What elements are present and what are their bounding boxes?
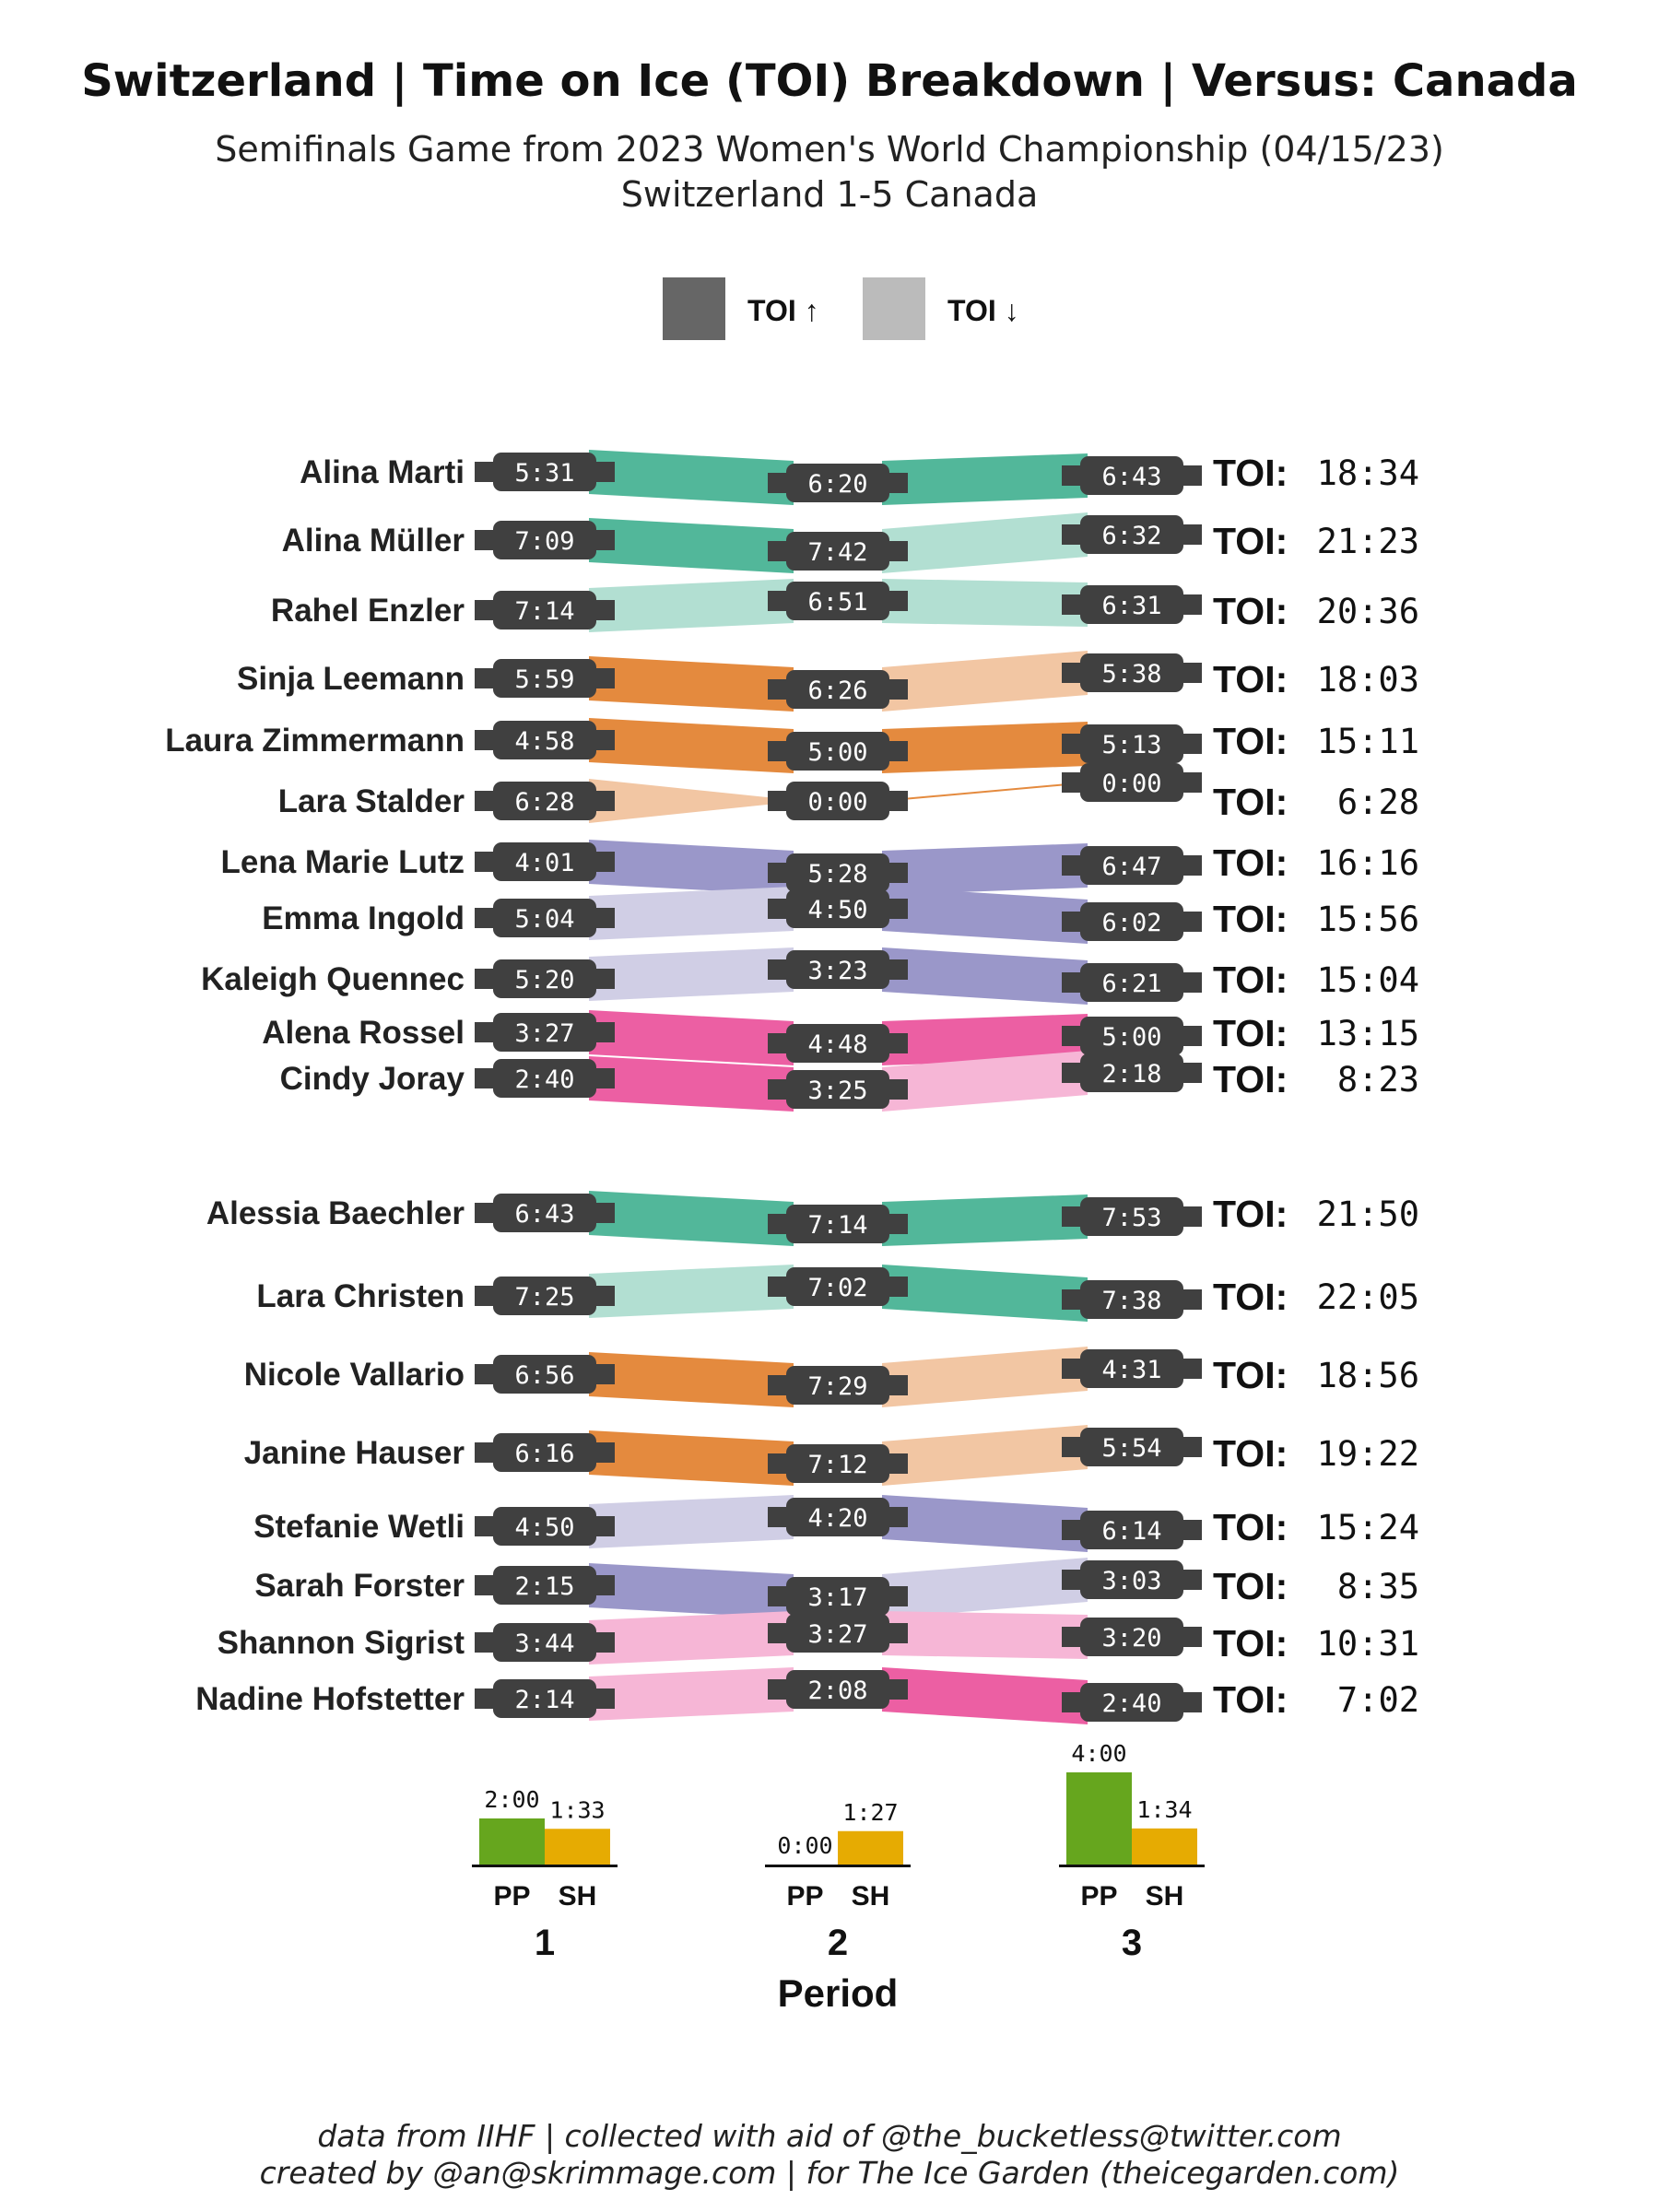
band-kaleigh-quennec-p2-p3 bbox=[882, 947, 1088, 1005]
period-toi-value: 4:58 bbox=[514, 727, 575, 756]
period-pill-lara-christen-p1 bbox=[475, 1277, 615, 1315]
player-name: Lara Stalder bbox=[277, 783, 465, 819]
player-name: Lena Marie Lutz bbox=[220, 844, 465, 880]
period-pill-sarah-forster-p1 bbox=[475, 1566, 615, 1605]
pp-label: PP bbox=[1080, 1881, 1118, 1912]
legend-label-down: TOI ↓ bbox=[947, 294, 1019, 327]
period-toi-value: 5:00 bbox=[1101, 1023, 1162, 1052]
period-pill-alena-rossel-p2 bbox=[768, 1024, 908, 1063]
period-toi-value: 3:25 bbox=[807, 1077, 868, 1105]
player-name: Nicole Vallario bbox=[243, 1357, 465, 1393]
toi-total-value: 21:23 bbox=[1316, 522, 1419, 561]
period-toi-value: 6:20 bbox=[807, 470, 868, 499]
period-toi-value: 7:09 bbox=[514, 527, 575, 556]
period-toi-value: 5:28 bbox=[807, 860, 868, 888]
period-pill-emma-ingold-p1 bbox=[475, 899, 615, 937]
period-toi-value: 7:12 bbox=[807, 1451, 868, 1479]
band-alessia-baechler-p1-p2 bbox=[589, 1191, 794, 1246]
period-toi-value: 7:29 bbox=[807, 1372, 868, 1401]
band-lara-christen-p1-p2 bbox=[589, 1265, 794, 1318]
period-number: 1 bbox=[534, 1923, 556, 1963]
period-toi-value: 5:59 bbox=[514, 665, 575, 694]
period-pill-sinja-leemann-p1 bbox=[475, 659, 615, 698]
band-stefanie-wetli-p1-p2 bbox=[589, 1495, 794, 1548]
period-toi-value: 7:02 bbox=[807, 1274, 868, 1302]
toi-label: TOI: bbox=[1213, 1193, 1288, 1235]
legend-swatch-up bbox=[663, 277, 725, 340]
period-toi-value: 7:38 bbox=[1101, 1287, 1162, 1315]
period-toi-value: 4:50 bbox=[514, 1513, 575, 1542]
band-lara-stalder-p1-p2 bbox=[589, 779, 794, 823]
period-toi-value: 6:28 bbox=[514, 788, 575, 817]
toi-total-value: 18:03 bbox=[1316, 660, 1419, 700]
period-pill-lara-stalder-p3 bbox=[1062, 763, 1202, 802]
band-shannon-sigrist-p2-p3 bbox=[882, 1611, 1088, 1659]
band-stefanie-wetli-p2-p3 bbox=[882, 1495, 1088, 1552]
period-toi-value: 3:23 bbox=[807, 957, 868, 985]
period-toi-value: 2:08 bbox=[807, 1677, 868, 1705]
band-alina-m-ller-p2-p3 bbox=[882, 512, 1088, 573]
toi-label: TOI: bbox=[1213, 1506, 1288, 1548]
period-pill-nicole-vallario-p3 bbox=[1062, 1349, 1202, 1388]
band-sinja-leemann-p1-p2 bbox=[589, 656, 794, 712]
period-toi-value: 0:00 bbox=[1101, 770, 1162, 798]
period-toi-value: 6:21 bbox=[1101, 970, 1162, 998]
band-laura-zimmermann-p1-p2 bbox=[589, 718, 794, 773]
toi-label: TOI: bbox=[1213, 1565, 1288, 1607]
player-name: Sinja Leemann bbox=[236, 661, 465, 697]
period-toi-value: 6:14 bbox=[1101, 1517, 1162, 1546]
period-pill-shannon-sigrist-p2 bbox=[768, 1614, 908, 1653]
band-janine-hauser-p2-p3 bbox=[882, 1425, 1088, 1486]
band-janine-hauser-p1-p2 bbox=[589, 1430, 794, 1486]
period-toi-value: 2:40 bbox=[1101, 1689, 1162, 1718]
special-teams-period-3 bbox=[1059, 1740, 1205, 1963]
period-toi-value: 6:51 bbox=[807, 588, 868, 617]
period-toi-value: 6:02 bbox=[1101, 909, 1162, 937]
sh-bar bbox=[838, 1831, 903, 1865]
period-pill-stefanie-wetli-p2 bbox=[768, 1498, 908, 1536]
period-pill-lena-marie-lutz-p2 bbox=[768, 853, 908, 892]
period-pill-rahel-enzler-p1 bbox=[475, 591, 615, 629]
toi-total-value: 18:56 bbox=[1316, 1356, 1419, 1395]
period-toi-value: 6:26 bbox=[807, 677, 868, 705]
player-name: Shannon Sigrist bbox=[217, 1625, 465, 1661]
band-alessia-baechler-p2-p3 bbox=[882, 1194, 1088, 1246]
period-toi-value: 3:27 bbox=[514, 1019, 575, 1048]
x-axis-title: Period bbox=[777, 1971, 899, 2015]
period-toi-value: 4:01 bbox=[514, 849, 575, 877]
band-lara-stalder-p2-p3 bbox=[882, 782, 1088, 802]
legend-label-up: TOI ↑ bbox=[747, 294, 819, 327]
period-pill-alessia-baechler-p2 bbox=[768, 1205, 908, 1243]
toi-label: TOI: bbox=[1213, 658, 1288, 700]
toi-total-value: 15:11 bbox=[1316, 722, 1419, 761]
toi-total-value: 18:34 bbox=[1316, 453, 1419, 493]
band-kaleigh-quennec-p1-p2 bbox=[589, 947, 794, 1001]
period-toi-value: 3:20 bbox=[1101, 1624, 1162, 1653]
toi-total-value: 7:02 bbox=[1336, 1680, 1419, 1720]
toi-total-value: 20:36 bbox=[1316, 592, 1419, 631]
toi-label: TOI: bbox=[1213, 520, 1288, 562]
sh-bar bbox=[545, 1829, 610, 1865]
toi-label: TOI: bbox=[1213, 1276, 1288, 1318]
pp-value: 4:00 bbox=[1071, 1740, 1127, 1767]
period-toi-value: 7:53 bbox=[1101, 1204, 1162, 1232]
toi-label: TOI: bbox=[1213, 1432, 1288, 1475]
period-pill-cindy-joray-p2 bbox=[768, 1070, 908, 1109]
band-laura-zimmermann-p2-p3 bbox=[882, 722, 1088, 773]
sh-label: SH bbox=[1145, 1881, 1184, 1912]
period-pill-lara-stalder-p1 bbox=[475, 782, 615, 820]
period-pill-alina-marti-p3 bbox=[1062, 456, 1202, 495]
period-toi-value: 4:50 bbox=[807, 896, 868, 924]
period-toi-value: 6:43 bbox=[1101, 463, 1162, 491]
period-toi-value: 5:31 bbox=[514, 459, 575, 488]
toi-label: TOI: bbox=[1213, 898, 1288, 940]
player-name: Rahel Enzler bbox=[270, 593, 465, 629]
period-number: 3 bbox=[1121, 1923, 1143, 1963]
player-name: Nadine Hofstetter bbox=[195, 1681, 465, 1717]
band-nicole-vallario-p2-p3 bbox=[882, 1347, 1088, 1407]
chart-subtitle-score: Switzerland 1-5 Canada bbox=[620, 174, 1039, 215]
period-pill-nadine-hofstetter-p2 bbox=[768, 1670, 908, 1709]
period-pill-nicole-vallario-p2 bbox=[768, 1366, 908, 1405]
period-pill-alina-m-ller-p3 bbox=[1062, 515, 1202, 554]
period-number: 2 bbox=[827, 1923, 849, 1963]
period-pill-laura-zimmermann-p1 bbox=[475, 721, 615, 759]
band-nadine-hofstetter-p2-p3 bbox=[882, 1667, 1088, 1724]
player-name: Kaleigh Quennec bbox=[201, 961, 465, 997]
period-toi-value: 7:25 bbox=[514, 1283, 575, 1312]
toi-label: TOI: bbox=[1213, 1622, 1288, 1665]
band-lena-marie-lutz-p2-p3 bbox=[882, 843, 1088, 895]
band-emma-ingold-p2-p3 bbox=[882, 887, 1088, 944]
band-lena-marie-lutz-p1-p2 bbox=[589, 840, 794, 895]
period-pill-janine-hauser-p3 bbox=[1062, 1428, 1202, 1466]
period-pill-nadine-hofstetter-p3 bbox=[1062, 1683, 1202, 1722]
toi-label: TOI: bbox=[1213, 1058, 1288, 1100]
toi-label: TOI: bbox=[1213, 841, 1288, 884]
toi-total-value: 16:16 bbox=[1316, 843, 1419, 883]
band-shannon-sigrist-p1-p2 bbox=[589, 1611, 794, 1665]
footer-credit: created by @an@skrimmage.com | for The Ice Garden (theicegarden.com) bbox=[259, 2155, 1400, 2191]
period-toi-value: 4:20 bbox=[807, 1504, 868, 1533]
period-pill-rahel-enzler-p2 bbox=[768, 582, 908, 620]
period-pill-alena-rossel-p3 bbox=[1062, 1017, 1202, 1055]
player-name: Sarah Forster bbox=[254, 1568, 465, 1604]
period-pill-lena-marie-lutz-p3 bbox=[1062, 846, 1202, 885]
period-pill-janine-hauser-p1 bbox=[475, 1433, 615, 1472]
period-toi-value: 6:31 bbox=[1101, 592, 1162, 620]
period-pill-alena-rossel-p1 bbox=[475, 1013, 615, 1052]
period-pill-sarah-forster-p3 bbox=[1062, 1560, 1202, 1599]
sh-value: 1:27 bbox=[842, 1798, 899, 1826]
toi-total-value: 19:22 bbox=[1316, 1434, 1419, 1474]
period-toi-value: 6:16 bbox=[514, 1440, 575, 1468]
period-pill-cindy-joray-p3 bbox=[1062, 1053, 1202, 1092]
toi-total-value: 22:05 bbox=[1316, 1277, 1419, 1317]
player-name: Alessia Baechler bbox=[206, 1195, 465, 1231]
sh-value: 1:34 bbox=[1136, 1795, 1193, 1823]
period-pill-nadine-hofstetter-p1 bbox=[475, 1679, 615, 1718]
period-toi-value: 6:47 bbox=[1101, 853, 1162, 881]
period-pill-cindy-joray-p1 bbox=[475, 1059, 615, 1098]
special-teams-period-1 bbox=[472, 1786, 618, 1963]
period-toi-value: 7:14 bbox=[514, 597, 575, 626]
footer-source: data from IIHF | collected with aid of @the_bucketless@twitter.com bbox=[317, 2118, 1342, 2154]
pp-bar bbox=[479, 1818, 545, 1865]
period-toi-value: 6:32 bbox=[1101, 522, 1162, 550]
band-alina-marti-p2-p3 bbox=[882, 453, 1088, 505]
pp-label: PP bbox=[786, 1881, 824, 1912]
period-pill-kaleigh-quennec-p3 bbox=[1062, 963, 1202, 1002]
period-pill-sinja-leemann-p2 bbox=[768, 670, 908, 709]
toi-label: TOI: bbox=[1213, 1354, 1288, 1396]
toi-label: TOI: bbox=[1213, 590, 1288, 632]
period-pill-lara-christen-p2 bbox=[768, 1267, 908, 1306]
band-cindy-joray-p1-p2 bbox=[589, 1056, 794, 1112]
period-toi-value: 5:20 bbox=[514, 966, 575, 994]
period-pill-emma-ingold-p3 bbox=[1062, 902, 1202, 941]
period-toi-value: 6:56 bbox=[514, 1361, 575, 1390]
band-rahel-enzler-p1-p2 bbox=[589, 579, 794, 632]
band-rahel-enzler-p2-p3 bbox=[882, 579, 1088, 627]
toi-total-value: 15:04 bbox=[1316, 960, 1419, 1000]
period-pill-alina-m-ller-p2 bbox=[768, 532, 908, 571]
pp-bar bbox=[1066, 1772, 1132, 1865]
toi-total-value: 15:56 bbox=[1316, 900, 1419, 939]
toi-label: TOI: bbox=[1213, 1012, 1288, 1054]
period-pill-janine-hauser-p2 bbox=[768, 1444, 908, 1483]
toi-total-value: 6:28 bbox=[1336, 782, 1419, 822]
sh-label: SH bbox=[558, 1881, 597, 1912]
period-toi-value: 3:27 bbox=[807, 1620, 868, 1649]
period-pill-kaleigh-quennec-p2 bbox=[768, 950, 908, 989]
period-toi-value: 5:04 bbox=[514, 905, 575, 934]
period-pill-lara-stalder-p2 bbox=[768, 782, 908, 820]
sh-value: 1:33 bbox=[549, 1796, 606, 1824]
period-toi-value: 5:54 bbox=[1101, 1434, 1162, 1463]
legend bbox=[663, 277, 1019, 340]
toi-label: TOI: bbox=[1213, 1678, 1288, 1721]
chart-title: Switzerland | Time on Ice (TOI) Breakdown | Versus: Canada bbox=[81, 55, 1578, 107]
period-pill-alessia-baechler-p3 bbox=[1062, 1197, 1202, 1236]
pp-label: PP bbox=[493, 1881, 531, 1912]
pp-value: 2:00 bbox=[484, 1786, 540, 1813]
toi-label: TOI: bbox=[1213, 452, 1288, 494]
period-pill-sinja-leemann-p3 bbox=[1062, 653, 1202, 692]
period-pill-lena-marie-lutz-p1 bbox=[475, 842, 615, 881]
band-lara-christen-p2-p3 bbox=[882, 1265, 1088, 1322]
toi-label: TOI: bbox=[1213, 781, 1288, 823]
toi-label: TOI: bbox=[1213, 720, 1288, 762]
toi-total-value: 15:24 bbox=[1316, 1508, 1419, 1547]
player-name: Lara Christen bbox=[256, 1278, 465, 1314]
player-name: Alena Rossel bbox=[262, 1015, 465, 1051]
band-alena-rossel-p1-p2 bbox=[589, 1010, 794, 1065]
period-toi-value: 7:14 bbox=[807, 1211, 868, 1240]
band-emma-ingold-p1-p2 bbox=[589, 887, 794, 940]
period-pill-lara-christen-p3 bbox=[1062, 1280, 1202, 1319]
period-pill-sarah-forster-p2 bbox=[768, 1577, 908, 1616]
period-toi-value: 5:13 bbox=[1101, 731, 1162, 759]
period-pill-alina-m-ller-p1 bbox=[475, 521, 615, 559]
player-name: Laura Zimmermann bbox=[165, 723, 465, 759]
pp-value: 0:00 bbox=[777, 1832, 833, 1859]
period-pill-kaleigh-quennec-p1 bbox=[475, 959, 615, 998]
band-alina-m-ller-p1-p2 bbox=[589, 518, 794, 573]
period-pill-emma-ingold-p2 bbox=[768, 889, 908, 928]
band-nicole-vallario-p1-p2 bbox=[589, 1352, 794, 1407]
player-name: Alina Marti bbox=[300, 454, 465, 490]
band-sinja-leemann-p2-p3 bbox=[882, 651, 1088, 712]
period-toi-value: 3:03 bbox=[1101, 1567, 1162, 1595]
period-toi-value: 2:18 bbox=[1101, 1060, 1162, 1088]
toi-total-value: 10:31 bbox=[1316, 1624, 1419, 1664]
sh-label: SH bbox=[851, 1881, 890, 1912]
period-toi-value: 0:00 bbox=[807, 788, 868, 817]
band-alina-marti-p1-p2 bbox=[589, 450, 794, 505]
toi-total-value: 8:35 bbox=[1336, 1567, 1419, 1606]
period-toi-value: 5:38 bbox=[1101, 660, 1162, 688]
toi-total-value: 8:23 bbox=[1336, 1060, 1419, 1100]
toi-label: TOI: bbox=[1213, 959, 1288, 1001]
period-toi-value: 2:15 bbox=[514, 1572, 575, 1601]
period-pill-shannon-sigrist-p3 bbox=[1062, 1618, 1202, 1656]
period-toi-value: 2:14 bbox=[514, 1686, 575, 1714]
special-teams-chart bbox=[472, 1740, 1205, 2015]
period-pill-alina-marti-p1 bbox=[475, 453, 615, 491]
special-teams-period-2 bbox=[765, 1799, 911, 1963]
period-pill-alessia-baechler-p1 bbox=[475, 1194, 615, 1232]
period-toi-value: 6:43 bbox=[514, 1200, 575, 1229]
player-name: Alina Müller bbox=[281, 523, 465, 559]
period-pill-nicole-vallario-p1 bbox=[475, 1355, 615, 1394]
period-toi-value: 4:31 bbox=[1101, 1356, 1162, 1384]
period-toi-value: 3:44 bbox=[514, 1630, 575, 1658]
period-pill-laura-zimmermann-p3 bbox=[1062, 724, 1202, 763]
player-name: Janine Hauser bbox=[243, 1435, 465, 1471]
player-name: Emma Ingold bbox=[262, 900, 465, 936]
period-toi-value: 7:42 bbox=[807, 538, 868, 567]
period-pill-stefanie-wetli-p1 bbox=[475, 1507, 615, 1546]
period-pill-alina-marti-p2 bbox=[768, 464, 908, 502]
sh-bar bbox=[1132, 1829, 1197, 1865]
period-pill-stefanie-wetli-p3 bbox=[1062, 1511, 1202, 1549]
player-name: Cindy Joray bbox=[279, 1061, 465, 1097]
period-toi-value: 2:40 bbox=[514, 1065, 575, 1094]
period-toi-value: 3:17 bbox=[807, 1583, 868, 1612]
band-sarah-forster-p2-p3 bbox=[882, 1558, 1088, 1618]
period-pill-laura-zimmermann-p2 bbox=[768, 732, 908, 771]
toi-total-value: 13:15 bbox=[1316, 1014, 1419, 1053]
player-rows bbox=[165, 452, 1419, 1722]
legend-swatch-down bbox=[863, 277, 925, 340]
toi-total-value: 21:50 bbox=[1316, 1194, 1419, 1234]
band-nadine-hofstetter-p1-p2 bbox=[589, 1667, 794, 1721]
period-pill-rahel-enzler-p3 bbox=[1062, 585, 1202, 624]
player-name: Stefanie Wetli bbox=[253, 1509, 465, 1545]
band-sarah-forster-p1-p2 bbox=[589, 1563, 794, 1618]
period-toi-value: 5:00 bbox=[807, 738, 868, 767]
chart-subtitle-game: Semifinals Game from 2023 Women's World Championship (04/15/23) bbox=[215, 129, 1444, 170]
period-toi-value: 4:48 bbox=[807, 1030, 868, 1059]
period-pill-shannon-sigrist-p1 bbox=[475, 1623, 615, 1662]
